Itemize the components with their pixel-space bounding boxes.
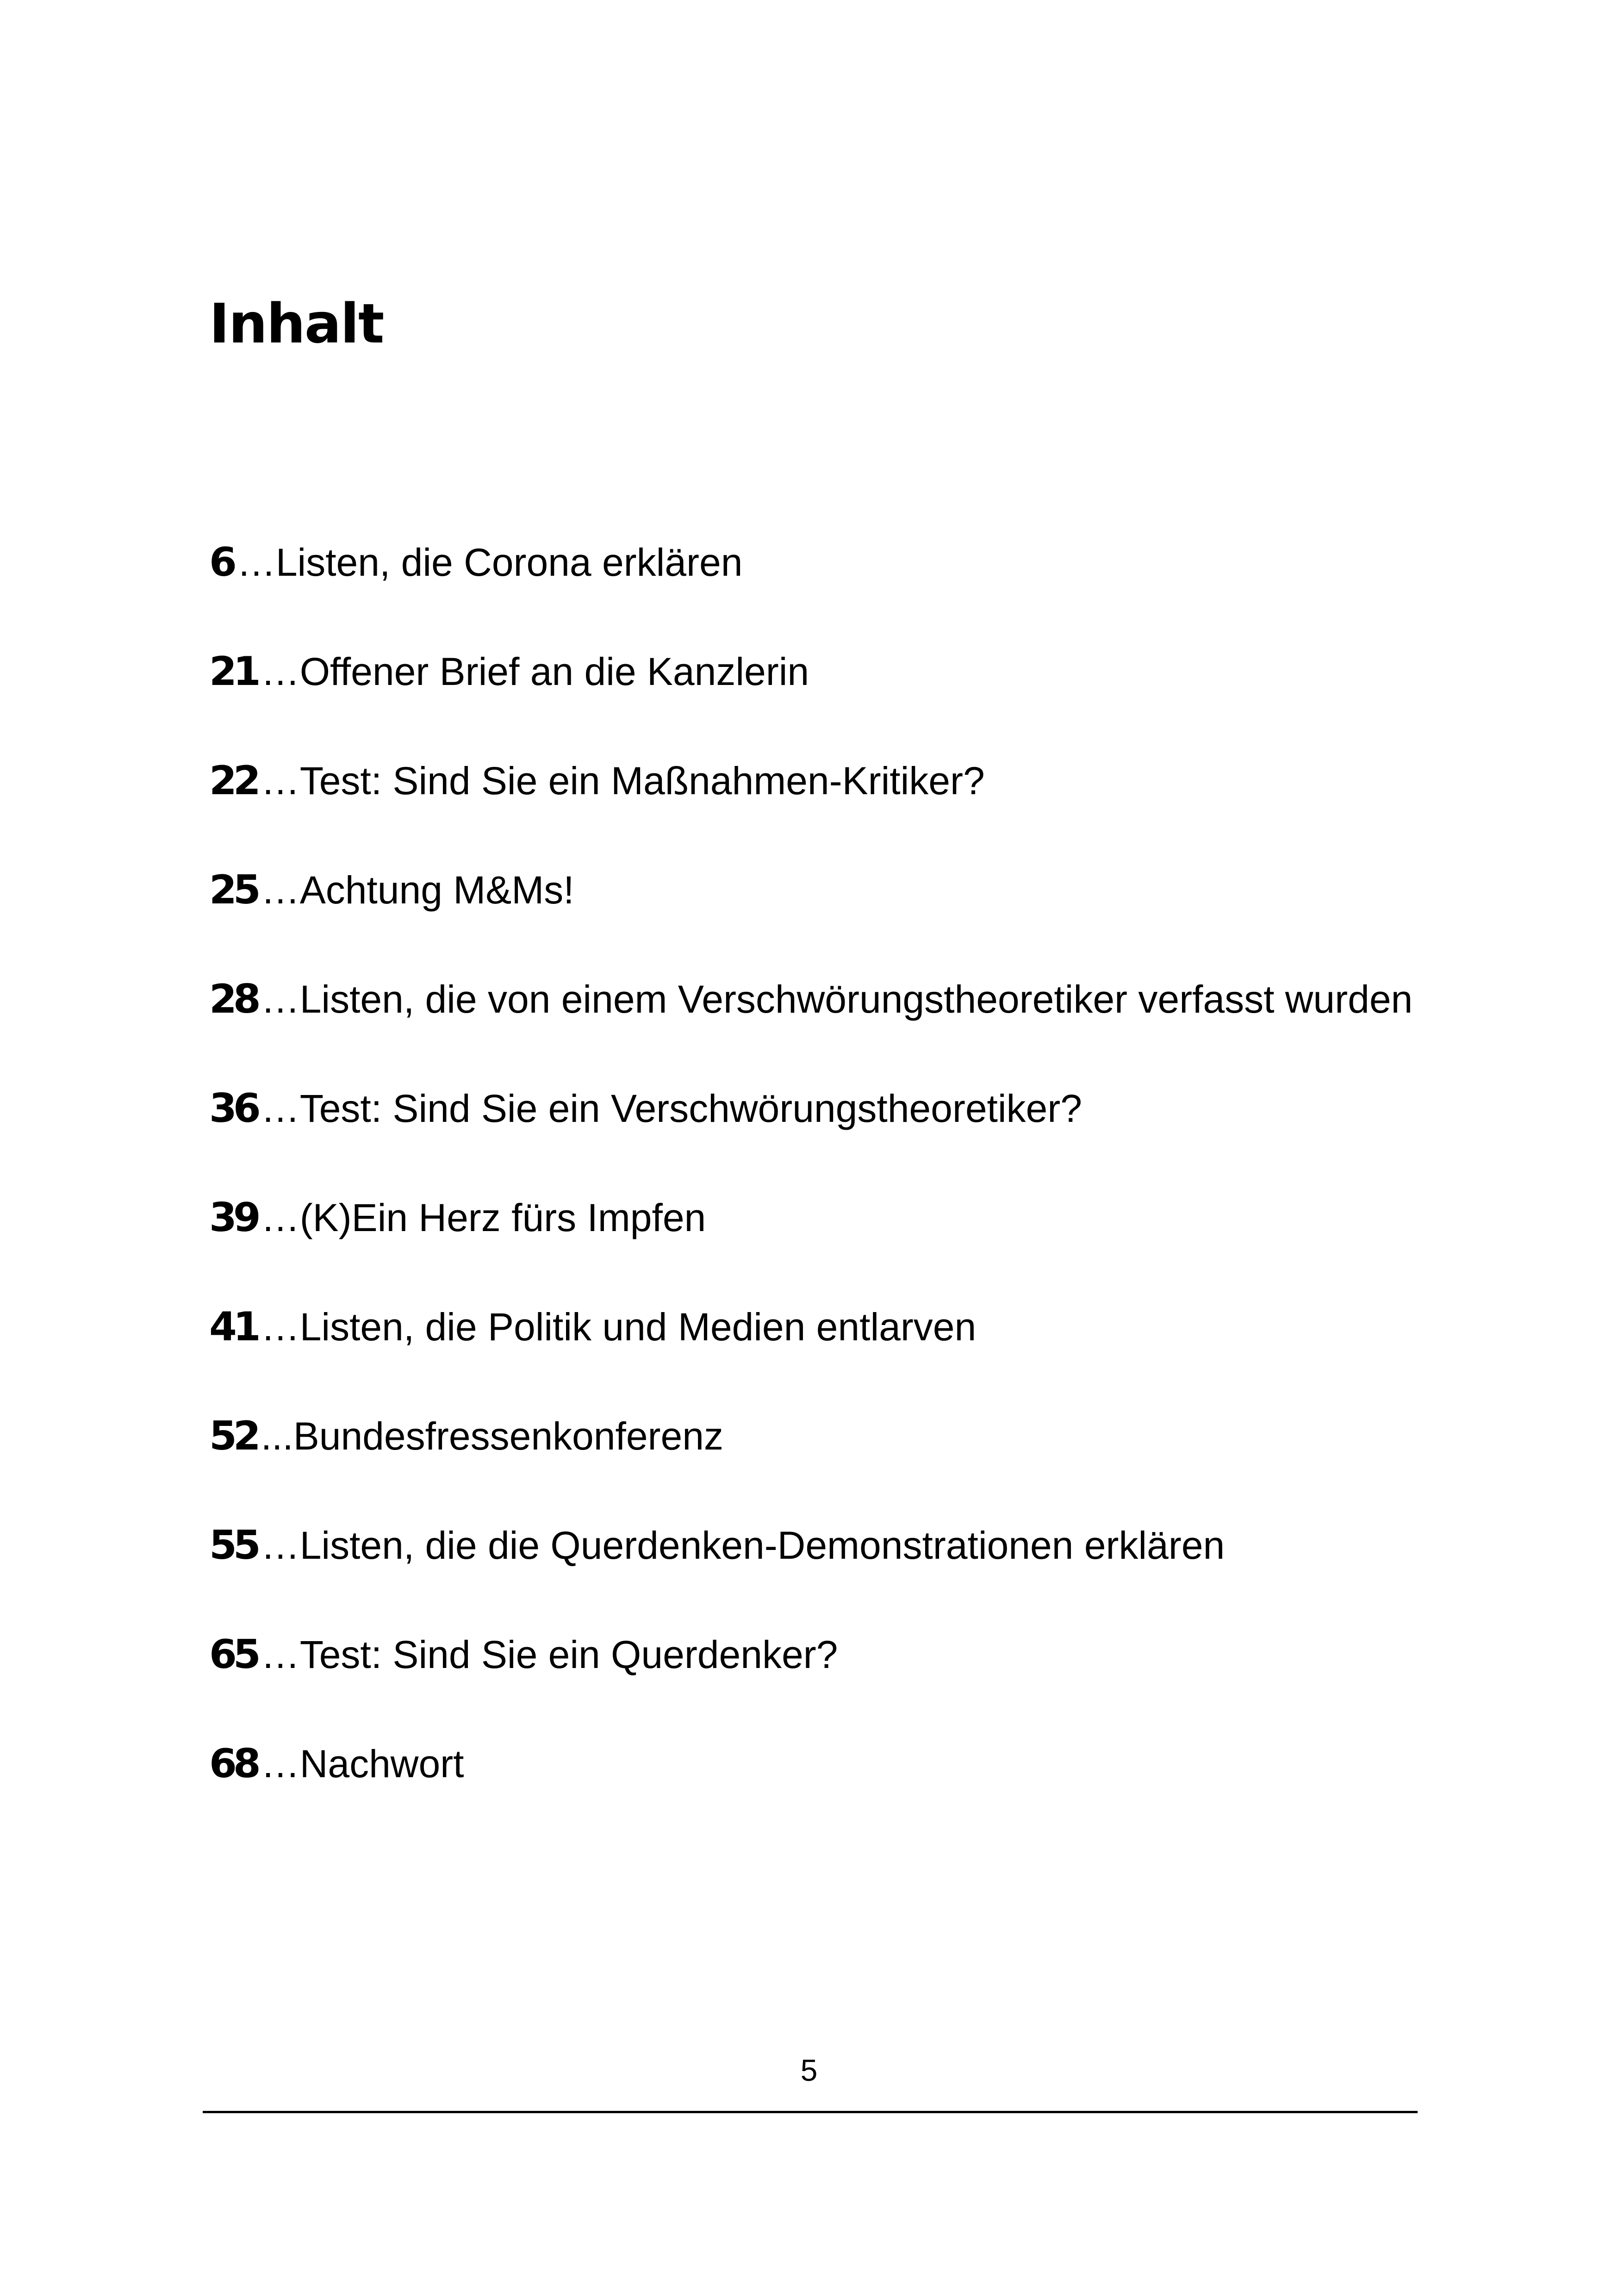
toc-entry: [209, 1413, 1413, 1522]
toc-entry-title: …Offener Brief an die Kanzlerin: [261, 650, 809, 693]
toc-entry: [209, 648, 1413, 758]
toc-page-number: 41: [209, 1304, 257, 1350]
toc-entry-title: …Listen, die Corona erklären: [236, 541, 743, 584]
toc-entry: [209, 1304, 1413, 1413]
toc-entry: [209, 867, 1413, 976]
toc-entry-title: …Test: Sind Sie ein Verschwörungstheoretiker?: [261, 1087, 1082, 1130]
toc-entry: [209, 1085, 1413, 1195]
toc-entry-title: …Listen, die die Querdenken-Demonstrationen erklären: [261, 1524, 1225, 1567]
toc-entry-title: …Nachwort: [261, 1742, 464, 1786]
toc-entry-title: …Listen, die Politik und Medien entlarven: [261, 1305, 977, 1349]
toc-entry-title: …Listen, die von einem Verschwörungstheoretiker verfasst wurden: [261, 977, 1413, 1021]
toc-entry: [209, 1741, 1413, 1850]
toc-entry: [209, 1522, 1413, 1631]
toc-page-number: 22: [209, 758, 257, 804]
toc-entry-title: …Test: Sind Sie ein Maßnahmen-Kritiker?: [261, 759, 985, 803]
toc-entry-title: …(K)Ein Herz fürs Impfen: [261, 1196, 706, 1239]
toc-entry-title: …Achtung M&Ms!: [261, 868, 574, 912]
table-of-contents: [209, 539, 1413, 1850]
toc-entry: [209, 1631, 1413, 1741]
toc-entry: [209, 539, 1413, 648]
page-title: Inhalt: [209, 292, 384, 355]
toc-entry: [209, 1195, 1413, 1304]
footer-divider: [203, 2111, 1418, 2113]
toc-page-number: 68: [209, 1741, 257, 1787]
toc-entry: [209, 976, 1413, 1085]
toc-page-number: 36: [209, 1085, 257, 1132]
toc-page-number: 65: [209, 1631, 257, 1678]
toc-page-number: 21: [209, 648, 257, 695]
toc-page-number: 6: [209, 539, 233, 585]
toc-entry: [209, 758, 1413, 867]
toc-page-number: 28: [209, 976, 257, 1022]
page-number: 5: [800, 2053, 818, 2087]
toc-entry-title: ...Bundesfressenkonferenz: [261, 1414, 723, 1458]
toc-page-number: 25: [209, 867, 257, 913]
toc-page-number: 39: [209, 1195, 257, 1241]
toc-page-number: 52: [209, 1413, 257, 1459]
toc-entry-title: …Test: Sind Sie ein Querdenker?: [261, 1633, 838, 1676]
toc-page-number: 55: [209, 1522, 257, 1568]
